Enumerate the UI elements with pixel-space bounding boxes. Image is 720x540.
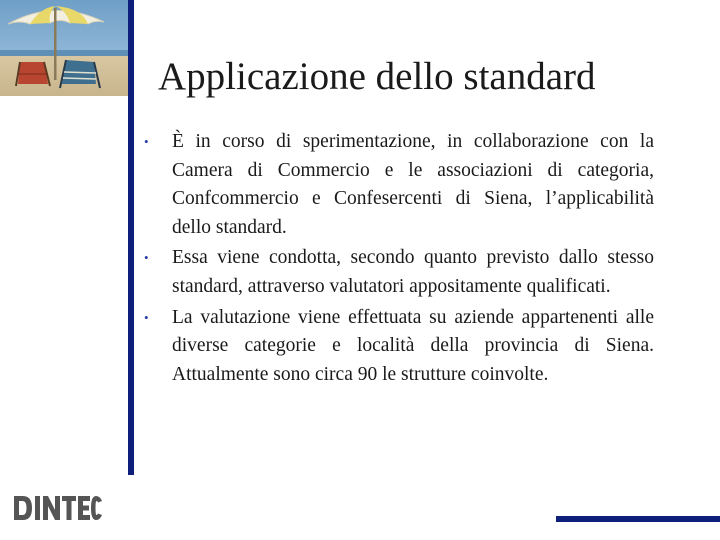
bullet-item bbox=[144, 244, 654, 301]
logo-text bbox=[103, 490, 104, 491]
bullet-dot: • bbox=[144, 134, 149, 149]
left-accent-bar bbox=[128, 0, 134, 475]
bullet-text: La valutazione viene effettuata su aziende appartenenti alle diverse categorie e località della provincia di Siena. Attualmente sono circa 90 le strutture coinvolte. bbox=[172, 306, 654, 385]
beach-umbrella-deckchairs-image bbox=[0, 0, 128, 96]
bullet-dot: • bbox=[144, 309, 149, 325]
bottom-accent-bar bbox=[556, 516, 720, 522]
bullet-item bbox=[144, 128, 654, 242]
bullet-list bbox=[144, 128, 654, 391]
bullet-dot: • bbox=[144, 250, 149, 266]
bullet-text: Essa viene condotta, secondo quanto previsto dallo stesso standard, attraverso valutatori appositamente qualificati. bbox=[172, 247, 654, 297]
bullet-item bbox=[144, 304, 654, 390]
bullet-text: È in corso di sperimentazione, in collaborazione con la Camera di Commercio e le associazioni di categoria, Confcommercio e Confesercenti di Siena, l’applicabilità dello standard. bbox=[172, 131, 654, 238]
dintec-logo bbox=[8, 490, 103, 526]
slide-title: Applicazione dello standard bbox=[158, 55, 596, 98]
